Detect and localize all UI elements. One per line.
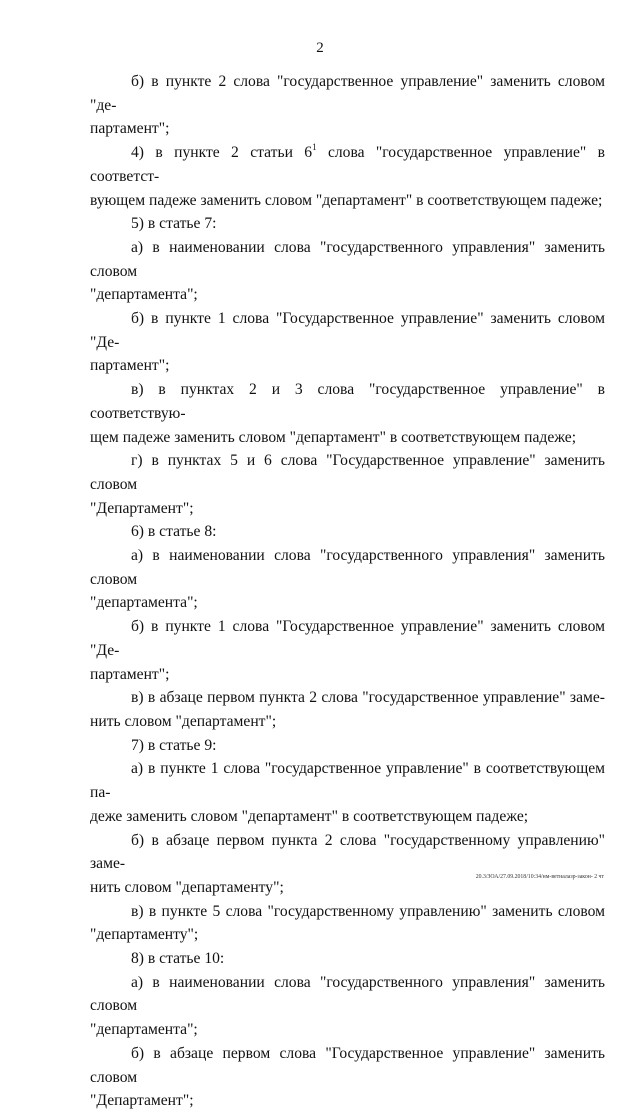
text-line: "Департамент"; <box>90 499 194 517</box>
text-line: а) в наименовании слова "государственного управления" заменить словом <box>90 547 605 588</box>
text-line: "департаменту"; <box>90 926 199 944</box>
superscript: 1 <box>312 141 317 152</box>
text-line: щем падеже заменить словом "департамент" в соответствующем падеже; <box>90 428 577 446</box>
text-line: партамент"; <box>90 120 170 138</box>
text-line: нить словом "департаменту"; <box>90 878 284 896</box>
text-line: а) в пункте 1 слова "государственное управление" в соответствующем па- <box>90 760 605 802</box>
text-line: б) в пункте 1 слова "Государственное управление" заменить словом "Де- <box>90 310 605 351</box>
text-line: 8) в статье 10: <box>131 950 225 968</box>
text-line: партамент"; <box>90 357 170 375</box>
text-line: в) в абзаце первом пункта 2 слова "государственное управление" заме- <box>131 689 605 707</box>
text-line: 6) в статье 8: <box>131 523 217 541</box>
text-line: 5) в статье 7: <box>131 215 217 233</box>
text-line: "департамента"; <box>90 1021 198 1039</box>
page-number: 2 <box>316 40 324 56</box>
text-line: 7) в статье 9: <box>131 736 217 754</box>
text-line: "Департамент"; <box>90 1092 194 1110</box>
text-line: г) в пунктах 5 и 6 слова "Государственное управление" заменить словом <box>90 452 605 493</box>
document-body <box>90 70 605 1113</box>
text-line: 4) в пункте 2 статьи $6^1$ слова "государственное управление" в соответст- <box>90 141 605 185</box>
text-line: б) в абзаце первом слова "Государственное управление" заменить словом <box>90 1044 605 1086</box>
text-line: в) в пунктах 2 и 3 слова "государственное управление" в соответствую- <box>90 381 605 422</box>
text-line: а) в наименовании слова "государственного управления" заменить словом <box>90 973 605 1015</box>
text-line: б) в пункте 1 слова "Государственное управление" заменить словом "Де- <box>90 618 605 659</box>
text-line: деже заменить словом "департамент" в соответствующем падеже; <box>90 807 529 825</box>
text-line: вующем падеже заменить словом "департамент" в соответствующем падеже; <box>90 191 603 209</box>
text-line: партамент"; <box>90 665 170 683</box>
text-line: нить словом "департамент"; <box>90 712 277 730</box>
text-line: б) в абзаце первом пункта 2 слова "государственному управлению" заме- <box>90 831 605 873</box>
text-line: "департамента"; <box>90 286 198 304</box>
text-line: "департамента"; <box>90 594 198 612</box>
text-line: б) в пункте 2 слова "государственное управление" заменить словом "де- <box>90 73 605 114</box>
text-line: в) в пункте 5 слова "государственному управлению" заменить словом <box>131 902 605 920</box>
text-line: а) в наименовании слова "государственного управления" заменить словом <box>90 238 605 280</box>
footer-stamp: 20.3/ЗОА/27.09.2018/10:34/нм-ветналазр-закон- 2 чт <box>475 874 604 880</box>
